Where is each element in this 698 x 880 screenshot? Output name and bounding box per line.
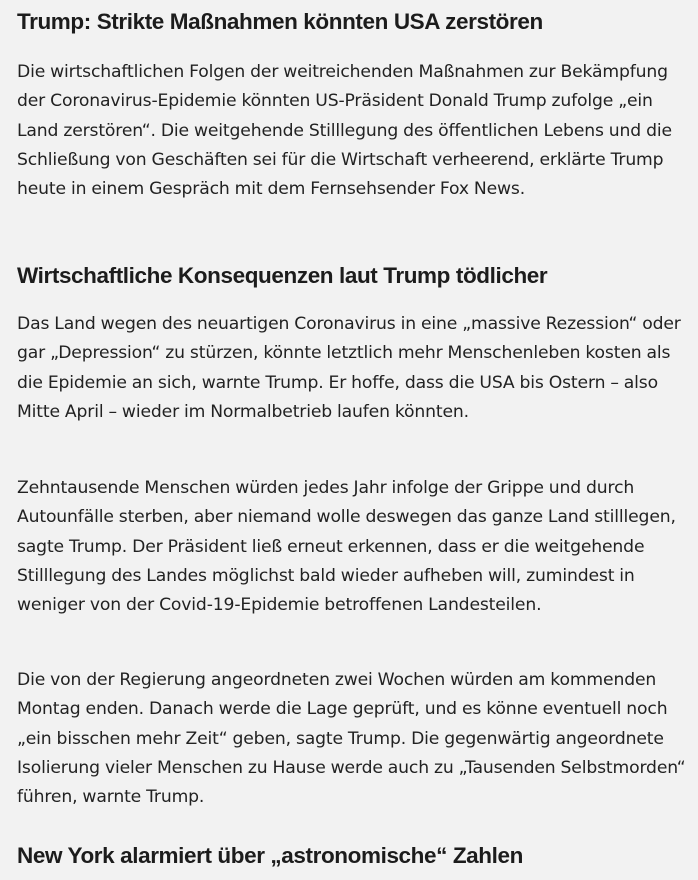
article-paragraph: Zehntausende Menschen würden jedes Jahr infolge der Grippe und durch Autounfälle sterben, aber niemand wolle deswegen das ganze Land stilllegen, sagte Trump. Der Präsident ließ erneut erkennen, dass er die weitgehende Stilllegung des Landes möglichst bald wieder aufheben will, zumindest in weniger von der Covid-19-Epidemie betroffenen Landesteilen. xyxy=(17,478,676,616)
article-paragraph: Die wirtschaftlichen Folgen der weitreichenden Maßnahmen zur Bekämpfung der Coronavirus-Epidemie könnten US-Präsident Donald Trump zufolge „ein Land zerstören“. Die weitgehende Stilllegung des öffentlichen Lebens und die Schließung von Geschäften sei für die Wirtschaft verheerend, erklärte Trump heute in einem Gespräch mit dem Fernsehsender Fox News. xyxy=(17,62,672,200)
article-paragraph: Das Land wegen des neuartigen Coronavirus in eine „massive Rezession“ oder gar „Depression“ zu stürzen, könnte letztlich mehr Menschenleben kosten als die Epidemie an sich, warnte Trump. Er hoffe, dass die USA bis Ostern – also Mitte April – wieder im Normalbetrieb laufen könnten. xyxy=(17,314,681,422)
section-heading: Trump: Strikte Maßnahmen könnten USA zerstören xyxy=(17,9,543,34)
section-heading: New York alarmiert über „astronomische“ Zahlen xyxy=(17,843,523,868)
article-paragraph: Die von der Regierung angeordneten zwei Wochen würden am kommenden Montag enden. Danach werde die Lage geprüft, und es könne eventuell noch „ein bisschen mehr Zeit“ geben, sagte Trump. Die gegenwärtig angeordnete Isolierung vieler Menschen zu Hause werde auch zu „Tausenden Selbstmorden“ führen, warnte Trump. xyxy=(17,670,686,808)
section-heading: Wirtschaftliche Konsequenzen laut Trump tödlicher xyxy=(17,263,548,288)
